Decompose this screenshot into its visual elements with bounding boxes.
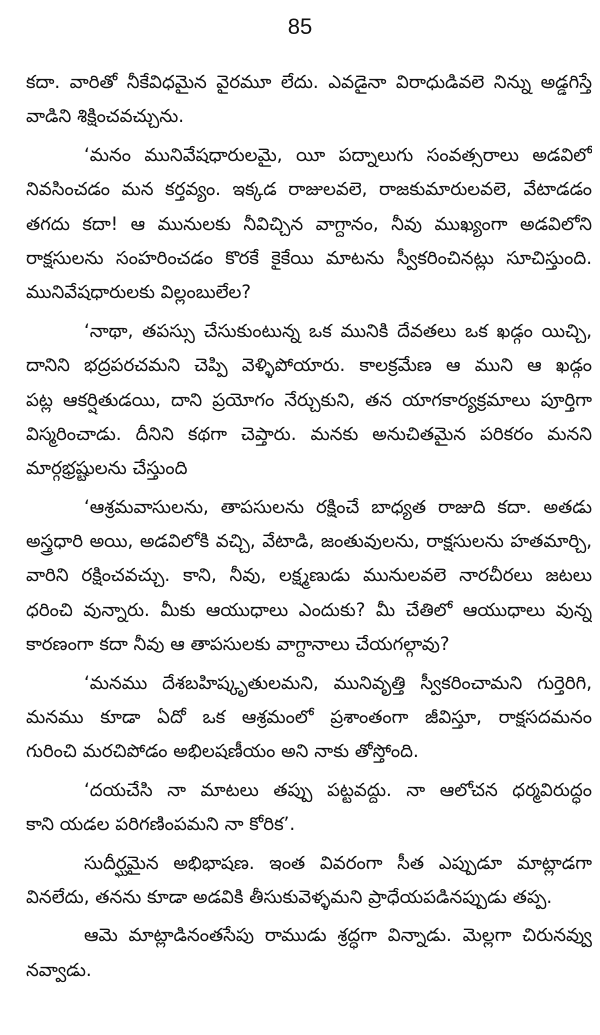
text-line: దానిని భద్రపరచమని చెప్పి వెళ్ళిపోయారు. కాలక్రమేణ ఆ ముని ఆ ఖడ్గం bbox=[26, 355, 592, 377]
text-line: నివసించడం మన కర్తవ్యం. ఇక్కడ రాజులవలె, రాజకుమారులవలె, వేటాడడం bbox=[26, 179, 592, 201]
paragraph bbox=[26, 667, 592, 770]
text-line: అస్త్రధారి అయి, అడవిలోకి వచ్చి, వేటాడి, జంతువులను, రాక్షసులను హతమార్చి, bbox=[26, 531, 592, 553]
text-line: ధరించి వున్నారు. మీకు ఆయుధాలు ఎందుకు? మీ చేతిలో ఆయుధాలు వున్న bbox=[26, 599, 592, 621]
paragraph bbox=[26, 774, 592, 843]
text-line: ‘నాథా, తపస్సు చేసుకుంటున్న ఒక మునికి దేవతలు ఒక ఖడ్గం యిచ్చి, bbox=[84, 320, 592, 342]
text-line: మునివేషధారులకు విల్లంబులేల? bbox=[26, 282, 252, 304]
paragraph bbox=[26, 847, 592, 916]
paragraph bbox=[26, 491, 592, 663]
body-text bbox=[26, 66, 592, 992]
text-line: ‘మనము దేశబహిష్కృతులమని, మునివృత్తి స్వీకరించామని గుర్తెరిగి, bbox=[84, 672, 592, 694]
text-line: కాని యడల పరిగణింపమని నా కోరిక’. bbox=[26, 814, 296, 836]
text-line: వాడిని శిక్షించవచ్చును. bbox=[26, 106, 185, 128]
text-line: ఆమె మాట్లాడినంతసేపు రాముడు శ్రద్ధగా విన్నాడు. మెల్లగా చిరునవ్వు bbox=[84, 925, 592, 947]
text-line: ‘దయచేసి నా మాటలు తప్పు పట్టవద్దు. నా ఆలోచన ధర్మవిరుద్ధం bbox=[84, 779, 592, 801]
text-line: ‘ఆశ్రమవాసులను, తాపసులను రక్షించే బాధ్యత రాజుది కదా. అతడు bbox=[84, 496, 592, 518]
text-line: గురించి మరచిపోడం అభిలషణీయం అని నాకు తోస్తోంది. bbox=[26, 741, 419, 763]
paragraph bbox=[26, 66, 592, 135]
text-line: మనము కూడా ఏదో ఒక ఆశ్రమంలో ప్రశాంతంగా జీవిస్తూ, రాక్షసదమనం bbox=[26, 707, 592, 729]
text-line: విస్మరించాడు. దీనిని కథగా చెప్తారు. మనకు అనుచితమైన పరికరం మనని bbox=[26, 423, 592, 445]
text-line: కారణంగా కదా నీవు ఆ తాపసులకు వాగ్దానాలు చేయగల్గావు? bbox=[26, 634, 450, 656]
page-number: 85 bbox=[287, 14, 313, 39]
text-line: కదా. వారితో నీకేవిధమైన వైరమూ లేదు. ఎవడైనా విరాధుడివలె నిన్ను అడ్డగిస్తే bbox=[26, 72, 592, 93]
paragraph bbox=[26, 919, 592, 988]
text-line: తగదు కదా! ఆ మునులకు నీవిచ్చిన వాగ్దానం, నీవు ముఖ్యంగా అడవిలోని bbox=[26, 213, 592, 235]
text-line: వినలేదు, తనను కూడా అడవికి తీసుకువెళ్ళమని ప్రాధేయపడినప్పుడు తప్ప. bbox=[26, 886, 553, 908]
text-line: వారిని రక్షించవచ్చు. కాని, నీవు, లక్ష్మణుడు మునులవలె నారచీరలు జటలు bbox=[26, 565, 592, 587]
paragraph bbox=[26, 139, 592, 311]
text-line: మార్గభ్రష్టులను చేస్తుంది bbox=[26, 458, 188, 480]
text-line: నవ్వాడు. bbox=[26, 959, 92, 981]
text-line: సుదీర్ఘమైన అభిభాషణ. ఇంత వివరంగా సీత ఎప్పుడూ మాట్లాడగా bbox=[84, 852, 592, 874]
text-line: ‘మనం మునివేషధారులమై, యీ పద్నాలుగు సంవత్సరాలు అడవిలో bbox=[84, 144, 592, 166]
text-line: రాక్షసులను సంహరించడం కొరకే కైకేయి మాటను స్వీకరించినట్లు సూచిస్తుంది. bbox=[26, 247, 592, 269]
text-line: పట్ల ఆకర్షితుడయి, దాని ప్రయోగం నేర్చుకుని, తన యాగకార్యక్రమాలు పూర్తిగా bbox=[26, 389, 592, 411]
paragraph bbox=[26, 315, 592, 487]
